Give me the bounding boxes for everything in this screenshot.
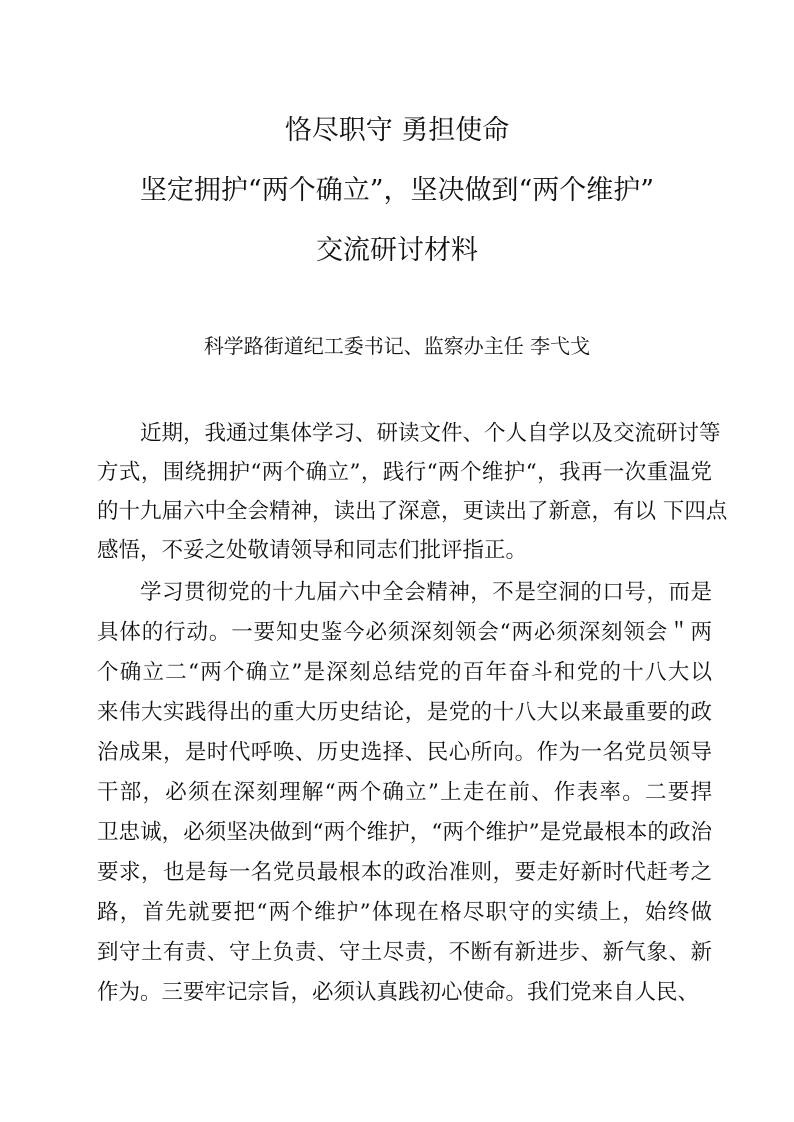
text-line: 感悟，不妥之处敬请领导和同志们批评指正。	[97, 538, 528, 563]
text-line: 路，首先就要把“两个维护”体现在格尽职守的实绩上，始终做	[97, 900, 712, 925]
text-line: 要求，也是每一名党员最根本的政治准则，要走好新时代赶考之	[97, 860, 712, 885]
title-line-2: 坚定拥护“两个确立”，坚决做到“两个维护”	[139, 175, 655, 206]
text-line: 作为。三要牢记宗旨，必须认真践初心使命。我们党来自人民、	[97, 980, 700, 1005]
text-line: 学习贯彻党的十九届六中全会精神，不是空洞的口号，而是	[140, 580, 712, 605]
title-line-3: 交流研讨材料	[316, 235, 478, 266]
text-line: 近期，我通过集体学习、研读文件、个人自学以及交流研讨等	[140, 421, 721, 446]
text-line: 到守土有责、守上负责、守土尽责，不断有新进步、新气象、新	[97, 940, 712, 965]
title-line-1: 恪尽职守 勇担使命	[284, 115, 510, 146]
text-line: 的十九届六中全会精神，读出了深意，更读出了新意，有以 下四点	[97, 499, 728, 524]
text-line: 干部，必须在深刻理解“两个确立”上走在前、作表率。二要捍	[97, 780, 712, 805]
text-line: 卫忠诚，必须坚决做到“两个维护，“两个维护”是党最根本的政治	[97, 820, 712, 845]
author-line: 科学路街道纪工委书记、监察办主任 李弋戈	[203, 334, 591, 358]
text-line: 具体的行动。一要知史鉴今必须深刻领会“两必须深刻领会＂两	[97, 620, 712, 645]
text-line: 来伟大实践得出的重大历史结论，是党的十八大以来最重要的政	[97, 700, 712, 725]
text-line: 个确立二“两个确立”是深刻总结党的百年奋斗和党的十八大以	[97, 660, 712, 685]
text-line: 治成果，是时代呼唤、历史选择、民心所向。作为一名党员领导	[97, 740, 712, 765]
text-line: 方式，围绕拥护“两个确立”，践行“两个维护“，我再一次重温党	[97, 460, 712, 485]
